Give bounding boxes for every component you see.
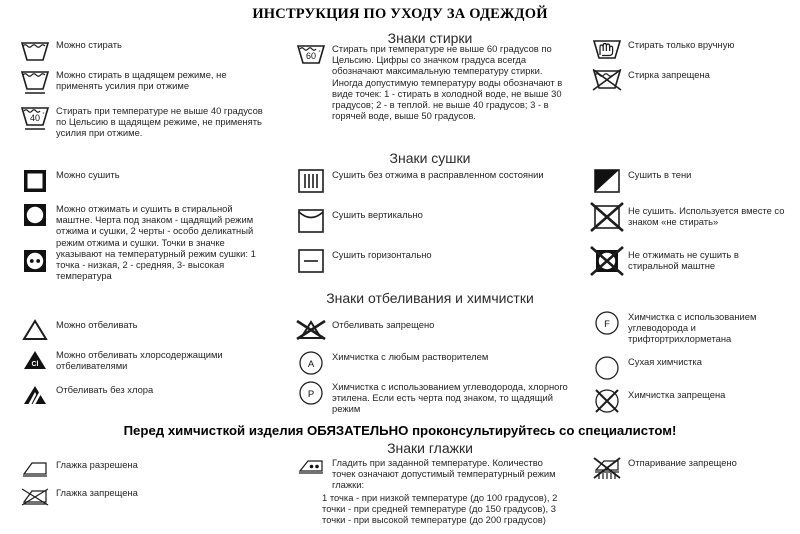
care-row-dry-8 [586, 204, 786, 230]
care-row-wash-1 [14, 38, 284, 64]
care-row-dry-3 [14, 248, 54, 274]
section-heading-dry: Знаки сушки [389, 150, 471, 166]
bleach-allowed-icon [14, 318, 56, 342]
care-row-bleach-4 [290, 318, 570, 342]
care-row-bleach-3 [14, 383, 264, 407]
dryclean-any-icon [586, 355, 628, 381]
care-row-dry-1 [14, 168, 264, 194]
do-not-dry-icon [586, 204, 628, 230]
care-row-iron-3 [290, 456, 565, 491]
bleach-non-chlorine-icon [14, 383, 56, 407]
section-heading-iron: Знаки глажки [387, 440, 473, 456]
dryclean-letter: F [604, 319, 610, 330]
care-row-wash-6 [586, 68, 796, 94]
dryclean-p-icon [290, 380, 332, 406]
dryclean-a-icon [290, 350, 332, 376]
svg-text:°: ° [42, 112, 45, 118]
care-row-wash-5 [586, 38, 796, 66]
dryclean-letter: A [307, 359, 315, 370]
bleach-chlorine-icon [14, 348, 56, 372]
svg-text:°: ° [318, 50, 321, 56]
care-text: Сушить в тени [628, 169, 692, 180]
drip-dry-flat-icon [290, 168, 332, 194]
no-steam-icon [586, 456, 628, 484]
dryclean-f-icon [586, 310, 628, 336]
care-text: Сушить без отжима в расправленном состоянии [332, 169, 544, 180]
care-text: Сушить вертикально [332, 209, 423, 220]
care-row-bleach-1 [14, 318, 264, 342]
chlorine-label: Cl [31, 361, 39, 368]
care-row-dry-4 [290, 168, 560, 194]
dryclean-letter: P [307, 389, 315, 400]
care-text: Глажка запрещена [56, 487, 138, 498]
iron-allowed-icon [14, 458, 56, 480]
care-text: Химчистка с любым растворителем [332, 351, 489, 362]
care-text: Отбеливать без хлора [56, 384, 154, 395]
care-text: Стирать при температуре не выше 60 градусов по Цельсию. Цифры со значком градуса всегда обозначают максимальную температуру стирки. Иногда допустимую температуру воды обозначают в виде точек: 1 - стирать в холодной воде, не выше 30 градусов; 2 - в теплой. не выше 40 градусов; 3 - в горячей воде, выше 50 градусов. [332, 43, 563, 122]
care-text: Можно стирать в щадящем режиме, не применять усилия при отжиме [56, 69, 227, 92]
section-heading-bleach: Знаки отбеливания и химчистки [326, 290, 534, 306]
care-text: Стирать только вручную [628, 39, 735, 50]
tumble-dry-icon [14, 202, 56, 228]
wash-temp-label: 60 [305, 51, 317, 61]
care-row-iron-4 [322, 491, 572, 525]
dry-square-icon [14, 168, 56, 194]
care-text: Можно стирать [56, 39, 122, 50]
care-row-iron-5 [586, 456, 786, 484]
care-row-dry-7 [586, 168, 786, 194]
care-row-dry-9 [586, 248, 786, 274]
care-row-bleach-9 [586, 388, 786, 414]
consult-specialist-warning: Перед химчисткой изделия ОБЯЗАТЕЛЬНО проконсультируйтесь со специалистом! [123, 423, 677, 438]
wash-temp-label: 40 [29, 113, 41, 123]
care-text: Химчистка запрещена [628, 389, 726, 400]
line-dry-icon [290, 208, 332, 234]
care-text: Сушить горизонтально [332, 249, 432, 260]
wash-tub-gentle-icon [14, 68, 56, 98]
wash-tub-40-gentle-icon [14, 104, 56, 136]
do-not-dryclean-icon [586, 388, 628, 414]
care-row-wash-4 [290, 42, 570, 121]
care-row-dry-5 [290, 208, 560, 234]
care-text: Глажка разрешена [56, 459, 138, 470]
care-text: Можно отбеливать хлорсодержащими отбеливателями [56, 349, 223, 372]
iron-dots-icon [290, 456, 332, 478]
flat-dry-icon [290, 248, 332, 274]
care-text: Стирать при температуре не выше 40 градусов по Цельсию в щадящем режиме, не применять усилия при отжиме. [56, 105, 263, 139]
care-row-iron-1 [14, 458, 264, 480]
section-heading-wash: Знаки стирки [387, 30, 473, 46]
care-row-wash-2 [14, 68, 264, 98]
care-row-bleach-8 [586, 355, 786, 381]
care-text: Гладить при заданной температуре. Количество точек означают допустимый температурный режим глажки: [332, 457, 556, 491]
hand-wash-icon [586, 38, 628, 66]
care-text: Химчистка с использованием углеводорода, хлорного этилена. Если есть черта под знаком, то щадящий режим [332, 381, 568, 415]
care-text: Отпаривание запрещено [628, 457, 737, 468]
care-row-iron-2 [14, 486, 264, 508]
care-row-bleach-6 [290, 380, 570, 415]
care-text: Можно отжимать и сушить в стиральной маштне. Черта под знаком - щадящий режим отжима и сушки, 2 черты - особо деликатный режим отжима и сушки. Точки в значке указывают на температурный режим сушки: 1 точка - низкая, 2 - средняя, 3- высокая температура [56, 203, 256, 282]
care-text: Химчистка с использованием углеводорода и трифтортрихлорметана [628, 311, 757, 345]
dry-in-shade-icon [586, 168, 628, 194]
care-text: Сухая химчистка [628, 356, 702, 367]
tumble-dry-dots-icon [14, 248, 56, 274]
care-text: Отбеливать запрещено [332, 319, 435, 330]
care-text: Стирка запрещена [628, 69, 710, 80]
do-not-tumble-dry-icon [586, 248, 628, 274]
care-row-dry-6 [290, 248, 560, 274]
wash-tub-60-icon [290, 42, 332, 68]
page-title: ИНСТРУКЦИЯ ПО УХОДУ ЗА ОДЕЖДОЙ [252, 6, 548, 22]
care-text: Можно сушить [56, 169, 120, 180]
wash-tub-icon [14, 38, 56, 64]
care-text: 1 точка - при низкой температуре (до 100 градусов), 2 точки - при средней температуре (до 150 градусов), 3 точки - при высокой температуре (до 200 градусов) [322, 492, 558, 525]
do-not-iron-icon [14, 486, 56, 508]
no-wash-icon [586, 68, 628, 94]
care-row-bleach-5 [290, 350, 570, 376]
care-text: Не отжимать не сушить в стиральной маштне [628, 249, 739, 272]
care-row-wash-3 [14, 104, 272, 139]
care-row-bleach-7 [586, 310, 786, 345]
care-row-bleach-2 [14, 348, 264, 372]
care-text: Не сушить. Используется вместе со знаком «не стирать» [628, 205, 785, 228]
care-text: Можно отбеливать [56, 319, 138, 330]
do-not-bleach-icon [290, 318, 332, 342]
